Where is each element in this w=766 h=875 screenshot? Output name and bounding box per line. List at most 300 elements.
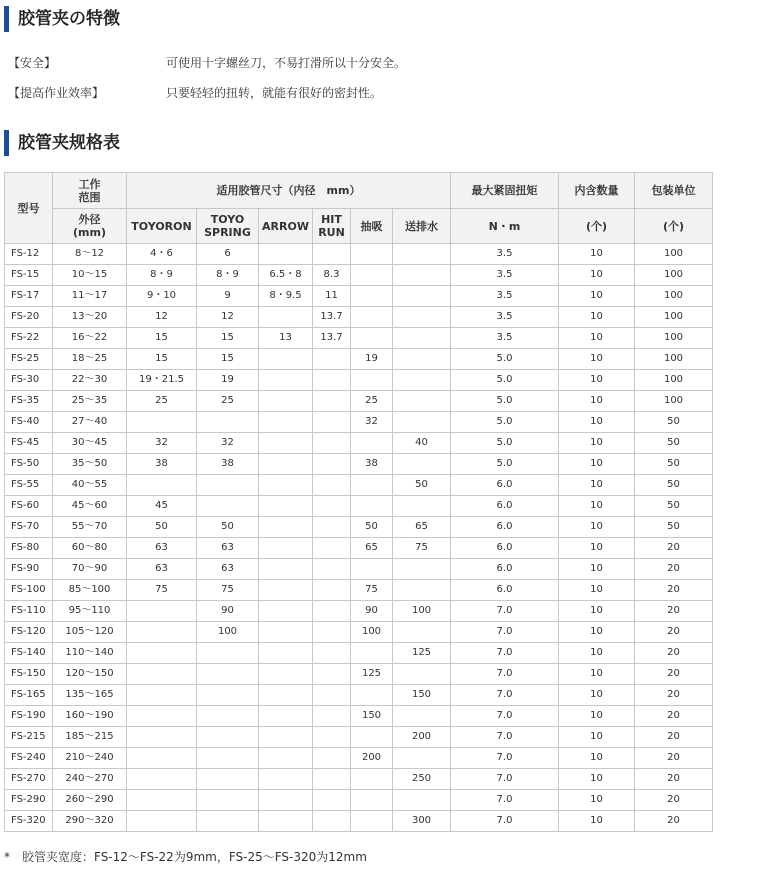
cell-outer-dia: 110～140 — [53, 643, 127, 664]
cell-qty: 10 — [559, 328, 635, 349]
cell-pack: 50 — [635, 412, 713, 433]
cell-toyoron: 8・9 — [127, 265, 197, 286]
cell-toyoron: 50 — [127, 517, 197, 538]
header-arrow: ARROW — [259, 209, 313, 244]
cell-water: 300 — [393, 811, 451, 832]
cell-model: FS-30 — [5, 370, 53, 391]
cell-arrow — [259, 475, 313, 496]
cell-toyo-spring: 32 — [197, 433, 259, 454]
cell-toyoron: 63 — [127, 559, 197, 580]
cell-water: 250 — [393, 769, 451, 790]
cell-toyo-spring — [197, 811, 259, 832]
cell-torque: 6.0 — [451, 517, 559, 538]
cell-hit-run — [313, 559, 351, 580]
cell-outer-dia: 210～240 — [53, 748, 127, 769]
cell-water — [393, 706, 451, 727]
cell-qty: 10 — [559, 748, 635, 769]
header-suction: 抽吸 — [351, 209, 393, 244]
cell-model: FS-20 — [5, 307, 53, 328]
cell-hit-run — [313, 790, 351, 811]
cell-torque: 7.0 — [451, 748, 559, 769]
cell-outer-dia: 16～22 — [53, 328, 127, 349]
cell-water — [393, 559, 451, 580]
table-row — [5, 475, 713, 496]
cell-toyoron — [127, 790, 197, 811]
note-marker: * — [4, 850, 10, 864]
header-water: 送排水 — [393, 209, 451, 244]
cell-water: 65 — [393, 517, 451, 538]
cell-qty: 10 — [559, 244, 635, 265]
cell-torque: 3.5 — [451, 265, 559, 286]
header-qty-unit: (个) — [559, 209, 635, 244]
header-hit-run: HIT RUN — [313, 209, 351, 244]
cell-outer-dia: 160～190 — [53, 706, 127, 727]
cell-qty: 10 — [559, 601, 635, 622]
header-pack-unit: (个) — [635, 209, 713, 244]
cell-toyoron — [127, 811, 197, 832]
cell-pack: 20 — [635, 559, 713, 580]
cell-toyo-spring — [197, 748, 259, 769]
cell-pack: 20 — [635, 811, 713, 832]
cell-pack: 100 — [635, 349, 713, 370]
cell-toyo-spring: 19 — [197, 370, 259, 391]
cell-water: 50 — [393, 475, 451, 496]
cell-outer-dia: 40～55 — [53, 475, 127, 496]
cell-outer-dia: 240～270 — [53, 769, 127, 790]
cell-toyoron — [127, 412, 197, 433]
cell-model: FS-12 — [5, 244, 53, 265]
cell-outer-dia: 105～120 — [53, 622, 127, 643]
cell-hit-run: 13.7 — [313, 328, 351, 349]
cell-arrow — [259, 601, 313, 622]
cell-qty: 10 — [559, 496, 635, 517]
cell-pack: 50 — [635, 454, 713, 475]
cell-toyoron: 9・10 — [127, 286, 197, 307]
cell-hit-run — [313, 475, 351, 496]
table-row — [5, 685, 713, 706]
cell-water — [393, 265, 451, 286]
cell-outer-dia: 120～150 — [53, 664, 127, 685]
table-row — [5, 265, 713, 286]
cell-arrow — [259, 370, 313, 391]
cell-hit-run — [313, 349, 351, 370]
cell-suction — [351, 433, 393, 454]
cell-torque: 7.0 — [451, 622, 559, 643]
cell-water: 125 — [393, 643, 451, 664]
cell-model: FS-140 — [5, 643, 53, 664]
cell-water — [393, 622, 451, 643]
cell-torque: 7.0 — [451, 727, 559, 748]
spec-table-body — [5, 244, 713, 832]
cell-model: FS-50 — [5, 454, 53, 475]
cell-torque: 5.0 — [451, 412, 559, 433]
table-row — [5, 601, 713, 622]
note-text: 胶管夹宽度：FS-12～FS-22为9mm，FS-25～FS-320为12mm — [22, 850, 367, 864]
cell-water — [393, 664, 451, 685]
cell-pack: 20 — [635, 580, 713, 601]
cell-water — [393, 244, 451, 265]
table-row — [5, 538, 713, 559]
cell-toyo-spring: 90 — [197, 601, 259, 622]
cell-hit-run — [313, 643, 351, 664]
cell-toyoron — [127, 685, 197, 706]
cell-toyoron — [127, 769, 197, 790]
feature-label: 【安全】 — [8, 56, 57, 70]
cell-toyoron — [127, 664, 197, 685]
cell-torque: 7.0 — [451, 769, 559, 790]
cell-arrow: 13 — [259, 328, 313, 349]
cell-torque: 7.0 — [451, 811, 559, 832]
cell-arrow — [259, 748, 313, 769]
cell-pack: 20 — [635, 748, 713, 769]
feature-label: 【提高作业效率】 — [8, 86, 105, 100]
cell-qty: 10 — [559, 391, 635, 412]
cell-pack: 100 — [635, 244, 713, 265]
cell-outer-dia: 70～90 — [53, 559, 127, 580]
cell-qty: 10 — [559, 433, 635, 454]
cell-pack: 20 — [635, 538, 713, 559]
cell-outer-dia: 290～320 — [53, 811, 127, 832]
cell-torque: 5.0 — [451, 433, 559, 454]
cell-outer-dia: 8～12 — [53, 244, 127, 265]
cell-arrow — [259, 790, 313, 811]
table-row — [5, 643, 713, 664]
table-row — [5, 517, 713, 538]
cell-water — [393, 496, 451, 517]
cell-torque: 7.0 — [451, 706, 559, 727]
cell-qty: 10 — [559, 685, 635, 706]
cell-toyo-spring — [197, 706, 259, 727]
cell-qty: 10 — [559, 559, 635, 580]
cell-arrow — [259, 664, 313, 685]
cell-pack: 50 — [635, 517, 713, 538]
cell-pack: 100 — [635, 328, 713, 349]
table-row — [5, 580, 713, 601]
cell-water — [393, 580, 451, 601]
cell-suction — [351, 790, 393, 811]
cell-qty: 10 — [559, 580, 635, 601]
table-row — [5, 790, 713, 811]
cell-suction: 100 — [351, 622, 393, 643]
cell-hit-run: 11 — [313, 286, 351, 307]
cell-arrow — [259, 412, 313, 433]
cell-model: FS-165 — [5, 685, 53, 706]
table-row — [5, 664, 713, 685]
cell-arrow — [259, 643, 313, 664]
cell-toyo-spring: 8・9 — [197, 265, 259, 286]
cell-suction — [351, 811, 393, 832]
cell-torque: 6.0 — [451, 538, 559, 559]
cell-pack: 20 — [635, 664, 713, 685]
cell-model: FS-190 — [5, 706, 53, 727]
cell-torque: 7.0 — [451, 664, 559, 685]
cell-pack: 20 — [635, 706, 713, 727]
header-toyo-spring: TOYO SPRING — [197, 209, 259, 244]
cell-torque: 5.0 — [451, 391, 559, 412]
cell-outer-dia: 60～80 — [53, 538, 127, 559]
cell-qty: 10 — [559, 706, 635, 727]
cell-pack: 100 — [635, 286, 713, 307]
cell-suction — [351, 496, 393, 517]
cell-toyoron — [127, 475, 197, 496]
cell-hit-run — [313, 496, 351, 517]
cell-hit-run: 13.7 — [313, 307, 351, 328]
cell-torque: 5.0 — [451, 454, 559, 475]
cell-suction — [351, 244, 393, 265]
cell-toyo-spring: 100 — [197, 622, 259, 643]
cell-torque: 3.5 — [451, 286, 559, 307]
table-row — [5, 559, 713, 580]
cell-toyoron: 75 — [127, 580, 197, 601]
cell-toyoron: 25 — [127, 391, 197, 412]
cell-suction — [351, 475, 393, 496]
cell-toyoron: 38 — [127, 454, 197, 475]
cell-arrow — [259, 433, 313, 454]
cell-model: FS-80 — [5, 538, 53, 559]
cell-suction: 19 — [351, 349, 393, 370]
cell-suction: 125 — [351, 664, 393, 685]
cell-arrow — [259, 454, 313, 475]
cell-outer-dia: 35～50 — [53, 454, 127, 475]
cell-model: FS-70 — [5, 517, 53, 538]
cell-outer-dia: 45～60 — [53, 496, 127, 517]
cell-hit-run — [313, 706, 351, 727]
cell-model: FS-150 — [5, 664, 53, 685]
cell-arrow — [259, 622, 313, 643]
cell-qty: 10 — [559, 811, 635, 832]
spec-table — [4, 172, 713, 832]
cell-pack: 20 — [635, 790, 713, 811]
cell-qty: 10 — [559, 370, 635, 391]
cell-outer-dia: 260～290 — [53, 790, 127, 811]
cell-qty: 10 — [559, 643, 635, 664]
cell-model: FS-120 — [5, 622, 53, 643]
cell-outer-dia: 11～17 — [53, 286, 127, 307]
header-qty: 内含数量 — [559, 173, 635, 209]
table-row — [5, 622, 713, 643]
table-row — [5, 496, 713, 517]
cell-water — [393, 286, 451, 307]
cell-arrow — [259, 538, 313, 559]
cell-qty: 10 — [559, 790, 635, 811]
cell-toyoron: 4・6 — [127, 244, 197, 265]
cell-torque: 7.0 — [451, 790, 559, 811]
cell-toyo-spring: 15 — [197, 328, 259, 349]
cell-outer-dia: 55～70 — [53, 517, 127, 538]
cell-suction: 75 — [351, 580, 393, 601]
cell-model: FS-270 — [5, 769, 53, 790]
table-row — [5, 454, 713, 475]
cell-model: FS-45 — [5, 433, 53, 454]
cell-water: 100 — [393, 601, 451, 622]
cell-water: 150 — [393, 685, 451, 706]
cell-hit-run — [313, 727, 351, 748]
table-row — [5, 286, 713, 307]
header-model: 型号 — [5, 173, 53, 244]
cell-suction: 200 — [351, 748, 393, 769]
cell-qty: 10 — [559, 727, 635, 748]
cell-toyoron: 15 — [127, 328, 197, 349]
cell-outer-dia: 27～40 — [53, 412, 127, 433]
table-row — [5, 349, 713, 370]
table-row — [5, 811, 713, 832]
cell-hit-run — [313, 370, 351, 391]
cell-model: FS-35 — [5, 391, 53, 412]
spec-heading: 胶管夹规格表 — [4, 130, 120, 156]
cell-arrow — [259, 349, 313, 370]
cell-toyoron: 12 — [127, 307, 197, 328]
cell-arrow: 8・9.5 — [259, 286, 313, 307]
cell-arrow — [259, 244, 313, 265]
cell-model: FS-110 — [5, 601, 53, 622]
cell-toyo-spring — [197, 664, 259, 685]
cell-model: FS-320 — [5, 811, 53, 832]
cell-outer-dia: 85～100 — [53, 580, 127, 601]
table-row — [5, 328, 713, 349]
cell-toyoron: 19・21.5 — [127, 370, 197, 391]
cell-outer-dia: 18～25 — [53, 349, 127, 370]
cell-water — [393, 370, 451, 391]
cell-water — [393, 307, 451, 328]
cell-qty: 10 — [559, 349, 635, 370]
cell-torque: 6.0 — [451, 580, 559, 601]
table-row — [5, 370, 713, 391]
cell-toyo-spring — [197, 496, 259, 517]
cell-toyoron — [127, 706, 197, 727]
cell-toyo-spring: 63 — [197, 559, 259, 580]
cell-qty: 10 — [559, 538, 635, 559]
cell-water — [393, 790, 451, 811]
cell-water — [393, 391, 451, 412]
cell-outer-dia: 135～165 — [53, 685, 127, 706]
cell-model: FS-17 — [5, 286, 53, 307]
cell-suction — [351, 643, 393, 664]
header-toyoron: TOYORON — [127, 209, 197, 244]
cell-water — [393, 748, 451, 769]
cell-hit-run — [313, 685, 351, 706]
cell-hit-run — [313, 580, 351, 601]
cell-toyoron — [127, 748, 197, 769]
cell-qty: 10 — [559, 622, 635, 643]
cell-arrow — [259, 307, 313, 328]
cell-hit-run — [313, 538, 351, 559]
features-heading: 胶管夹の特徴 — [4, 6, 120, 32]
cell-torque: 3.5 — [451, 307, 559, 328]
table-row — [5, 433, 713, 454]
cell-water: 200 — [393, 727, 451, 748]
header-outer-dia: 外径 (mm) — [53, 209, 127, 244]
cell-outer-dia: 25～35 — [53, 391, 127, 412]
cell-arrow — [259, 517, 313, 538]
table-row — [5, 748, 713, 769]
cell-water: 40 — [393, 433, 451, 454]
cell-toyoron: 63 — [127, 538, 197, 559]
cell-toyo-spring: 50 — [197, 517, 259, 538]
cell-qty: 10 — [559, 517, 635, 538]
cell-pack: 50 — [635, 433, 713, 454]
cell-arrow — [259, 496, 313, 517]
cell-hit-run — [313, 622, 351, 643]
cell-suction — [351, 286, 393, 307]
cell-hit-run — [313, 517, 351, 538]
cell-hit-run — [313, 433, 351, 454]
cell-pack: 20 — [635, 727, 713, 748]
cell-toyo-spring — [197, 769, 259, 790]
cell-toyo-spring — [197, 790, 259, 811]
cell-suction: 90 — [351, 601, 393, 622]
cell-toyoron — [127, 643, 197, 664]
cell-torque: 5.0 — [451, 370, 559, 391]
cell-suction — [351, 370, 393, 391]
table-row — [5, 727, 713, 748]
cell-toyo-spring — [197, 412, 259, 433]
cell-toyo-spring: 9 — [197, 286, 259, 307]
cell-toyoron: 32 — [127, 433, 197, 454]
cell-outer-dia: 13～20 — [53, 307, 127, 328]
cell-toyo-spring: 75 — [197, 580, 259, 601]
cell-outer-dia: 30～45 — [53, 433, 127, 454]
cell-qty: 10 — [559, 265, 635, 286]
cell-hit-run — [313, 454, 351, 475]
cell-suction — [351, 265, 393, 286]
cell-pack: 50 — [635, 475, 713, 496]
cell-torque: 7.0 — [451, 601, 559, 622]
header-torque-unit: N・m — [451, 209, 559, 244]
cell-toyo-spring: 6 — [197, 244, 259, 265]
cell-torque: 7.0 — [451, 685, 559, 706]
cell-suction — [351, 328, 393, 349]
cell-suction — [351, 769, 393, 790]
cell-arrow — [259, 559, 313, 580]
cell-model: FS-100 — [5, 580, 53, 601]
cell-model: FS-60 — [5, 496, 53, 517]
cell-model: FS-240 — [5, 748, 53, 769]
cell-model: FS-25 — [5, 349, 53, 370]
table-row — [5, 769, 713, 790]
cell-model: FS-15 — [5, 265, 53, 286]
cell-suction: 25 — [351, 391, 393, 412]
cell-suction — [351, 307, 393, 328]
cell-pack: 20 — [635, 769, 713, 790]
cell-suction: 32 — [351, 412, 393, 433]
cell-pack: 20 — [635, 643, 713, 664]
cell-model: FS-55 — [5, 475, 53, 496]
cell-arrow — [259, 727, 313, 748]
cell-toyo-spring: 25 — [197, 391, 259, 412]
cell-outer-dia: 10～15 — [53, 265, 127, 286]
table-row — [5, 412, 713, 433]
cell-arrow — [259, 811, 313, 832]
cell-suction — [351, 727, 393, 748]
cell-toyoron — [127, 601, 197, 622]
cell-qty: 10 — [559, 769, 635, 790]
header-pack: 包装单位 — [635, 173, 713, 209]
cell-model: FS-22 — [5, 328, 53, 349]
cell-arrow: 6.5・8 — [259, 265, 313, 286]
cell-torque: 6.0 — [451, 496, 559, 517]
cell-model: FS-90 — [5, 559, 53, 580]
cell-toyo-spring: 15 — [197, 349, 259, 370]
cell-pack: 20 — [635, 601, 713, 622]
cell-torque: 6.0 — [451, 559, 559, 580]
cell-suction: 65 — [351, 538, 393, 559]
cell-pack: 100 — [635, 370, 713, 391]
cell-hit-run — [313, 601, 351, 622]
cell-toyo-spring — [197, 475, 259, 496]
cell-suction: 50 — [351, 517, 393, 538]
feature-text: 可使用十字螺丝刀，不易打滑所以十分安全。 — [166, 56, 407, 70]
cell-hit-run — [313, 811, 351, 832]
